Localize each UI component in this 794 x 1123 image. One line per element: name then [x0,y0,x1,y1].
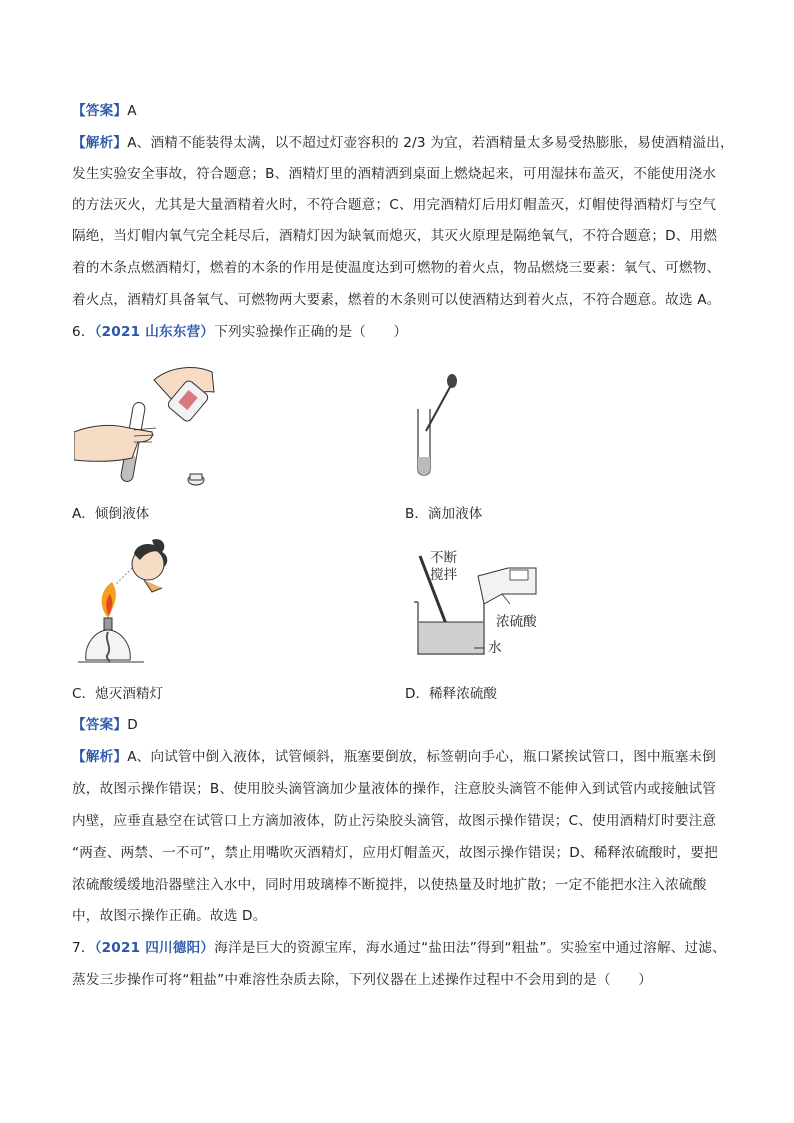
label-stir-1: 不断 [430,550,458,566]
answer-label: 【答案】 [72,103,128,119]
analysis-label: 【解析】 [72,749,128,765]
figure-blowing-lamp [74,532,174,670]
analysis-label: 【解析】 [72,135,128,151]
option-c: C．熄灭酒精灯 [72,686,164,702]
analysis-line [72,133,734,153]
answer-value: D [127,717,138,733]
option-b: B．滴加液体 [405,506,483,522]
question-7 [72,938,726,958]
analysis-line: 浓硫酸缓缓地沿器壁注入水中，同时用玻璃棒不断搅拌，以使热量及时地扩散；一定不能把水注入浓硫酸 [72,877,707,893]
question-6 [72,322,407,342]
question-source: （2021 山东东营） [94,324,215,340]
label-stir-2: 搅拌 [430,567,458,583]
figure-pouring-liquid [74,362,224,492]
answer-value: A [127,103,137,119]
question-stem: 海洋是巨大的资源宝库，海水通过“盐田法”得到“粗盐”。实验室中通过溶解、过滤、 [214,940,726,956]
analysis-line: 着火点，酒精灯具备氧气、可燃物两大要素，燃着的木条则可以使酒精达到着火点，不符合题意。故选 A。 [72,292,721,308]
option-d: D．稀释浓硫酸 [405,686,498,702]
figure-dropping-liquid [406,373,466,478]
analysis-line [72,747,716,767]
figure-diluting-acid [414,546,544,664]
analysis-text: A、向试管中倒入液体，试管倾斜，瓶塞要倒放，标签朝向手心，瓶口紧挨试管口，图中瓶塞未倒 [127,749,717,765]
question-number: 6． [72,324,95,340]
analysis-line: 放，故图示操作错误；B、使用胶头滴管滴加少量液体的操作，注意胶头滴管不能伸入到试管内或接触试管 [72,781,717,797]
answer-label: 【答案】 [72,717,128,733]
analysis-line: 中，故图示操作正确。故选 D。 [72,908,267,924]
answer-line-1 [72,101,137,121]
option-a: A．倾倒液体 [72,506,150,522]
answer-line-2 [72,715,138,735]
question-stem-line: 蒸发三步操作可将“粗盐”中难溶性杂质去除，下列仪器在上述操作过程中不会用到的是（ ） [72,972,653,988]
analysis-line: “两查、两禁、一不可”，禁止用嘴吹灭酒精灯，应用灯帽盖灭，故图示操作错误；D、稀释浓硫酸时，要把 [72,845,718,861]
analysis-line: 着的木条点燃酒精灯，燃着的木条的作用是使温度达到可燃物的着火点，物品燃烧三要素：氧气、可燃物、 [72,260,721,276]
question-number: 7． [72,940,95,956]
label-concentrated-acid: 浓硫酸 [496,614,537,630]
question-stem: 下列实验操作正确的是（ ） [214,324,408,340]
label-water: 水 [488,640,502,656]
analysis-line: 发生实验安全事故，符合题意；B、酒精灯里的酒精洒到桌面上燃烧起来，可用湿抹布盖灭，不能使用浇水 [72,166,717,182]
question-source: （2021 四川德阳） [94,940,215,956]
analysis-line: 隔绝，当灯帽内氧气完全耗尽后，酒精灯因为缺氧而熄灭，其灭火原理是隔绝氧气，不符合题意；D、用燃 [72,228,718,244]
analysis-line: 的方法灭火，尤其是大量酒精着火时，不符合题意；C、用完酒精灯后用灯帽盖灭，灯帽使得酒精灯与空气 [72,197,717,213]
analysis-text: A、酒精不能装得太满，以不超过灯壶容积的 2/3 为宜，若酒精量太多易受热膨胀，易使酒精溢出， [127,135,734,151]
analysis-line: 内壁，应垂直悬空在试管口上方滴加液体，防止污染胶头滴管，故图示操作错误；C、使用酒精灯时要注意 [72,813,717,829]
